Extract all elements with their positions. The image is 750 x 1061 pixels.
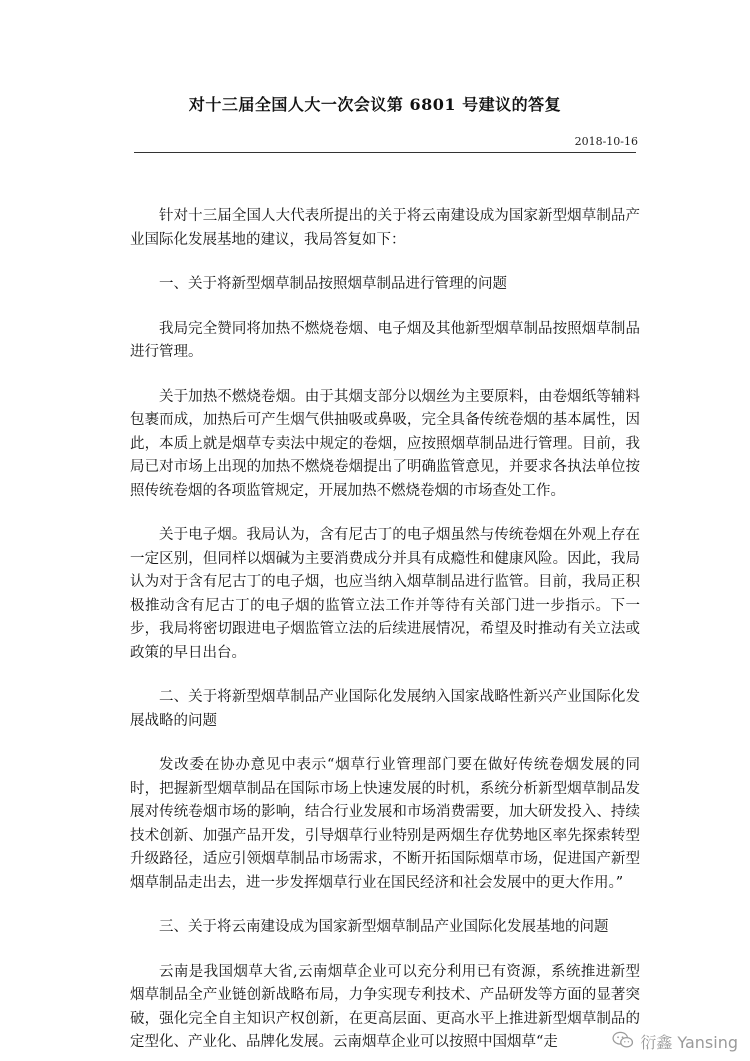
section-heading-2: 二、关于将新型烟草制品产业国际化发展纳入国家战略性新兴产业国际化发展战略的问题 <box>130 689 640 729</box>
section-3-paragraph-1: 云南是我国烟草大省,云南烟草企业可以充分利用已有资源，系统推进新型烟草制品全产业链创新战略布局，力争实现专利技术、产品研发等方面的显著突破，强化完全自主知识产权创新，在更高层面、更高水平上推进新型烟草制品的定型化、产业化、品牌化发展。云南烟草企业可以按照中国烟草“走 <box>130 963 640 1050</box>
section-1-paragraph-2: 关于加热不燃烧卷烟。由于其烟支部分以烟丝为主要原料，由卷烟纸等辅料包裹而成，加热后可产生烟气供抽吸或鼻吸，完全具备传统卷烟的基本属性，因此，本质上就是烟草专卖法中规定的卷烟，应按照烟草制品进行管理。目前，我局已对市场上出现的加热不燃烧卷烟提出了明确监管意见，并要求各执法单位按照传统卷烟的各项监管规定，开展加热不燃烧卷烟的市场查处工作。 <box>130 388 640 499</box>
watermark-text: 衍鑫 Yansing <box>640 1033 738 1052</box>
header-divider <box>134 152 636 153</box>
section-2-paragraph-1: 发改委在协办意见中表示“烟草行业管理部门要在做好传统卷烟发展的同时，把握新型烟草制品在国际市场上快速发展的时机，系统分析新型烟草制品发展对传统卷烟市场的影响，结合行业发展和市场消费需要，加大研发投入、持续技术创新、加强产品开发，引导烟草行业特别是两烟生存优势地区率先探索转型升级路径，适应引领烟草制品市场需求，不断开拓国际烟草市场，促进国产新型烟草制品走出去，进一步发挥烟草行业在国民经济和社会发展中的更大作用。” <box>130 757 640 891</box>
watermark <box>612 1030 738 1053</box>
section-1-paragraph-3: 关于电子烟。我局认为，含有尼古丁的电子烟虽然与传统卷烟在外观上存在一定区别，但同样以烟碱为主要消费成分并具有成瘾性和健康风险。因此，我局认为对于含有尼古丁的电子烟，也应当纳入烟草制品进行监管。目前，我局正积极推动含有尼古丁的电子烟的监管立法工作并等待有关部门进一步指示。下一步，我局将密切跟进电子烟监管立法的后续进展情况，希望及时推动有关立法或政策的早日出台。 <box>130 527 640 661</box>
wechat-icon <box>612 1031 634 1053</box>
intro-paragraph: 针对十三届全国人大代表所提出的关于将云南建设成为国家新型烟草制品产业国际化发展基地的建议，我局答复如下： <box>130 208 640 248</box>
document-date: 2018-10-16 <box>574 135 638 148</box>
section-1-paragraph-1: 我局完全赞同将加热不燃烧卷烟、电子烟及其他新型烟草制品按照烟草制品进行管理。 <box>130 320 640 360</box>
document-body <box>130 205 640 1061</box>
document-title: 对十三届全国人大一次会议第 6801 号建议的答复 <box>188 95 562 114</box>
section-heading-3: 三、关于将云南建设成为国家新型烟草制品产业国际化发展基地的问题 <box>159 919 609 935</box>
section-heading-1: 一、关于将新型烟草制品按照烟草制品进行管理的问题 <box>159 276 507 292</box>
